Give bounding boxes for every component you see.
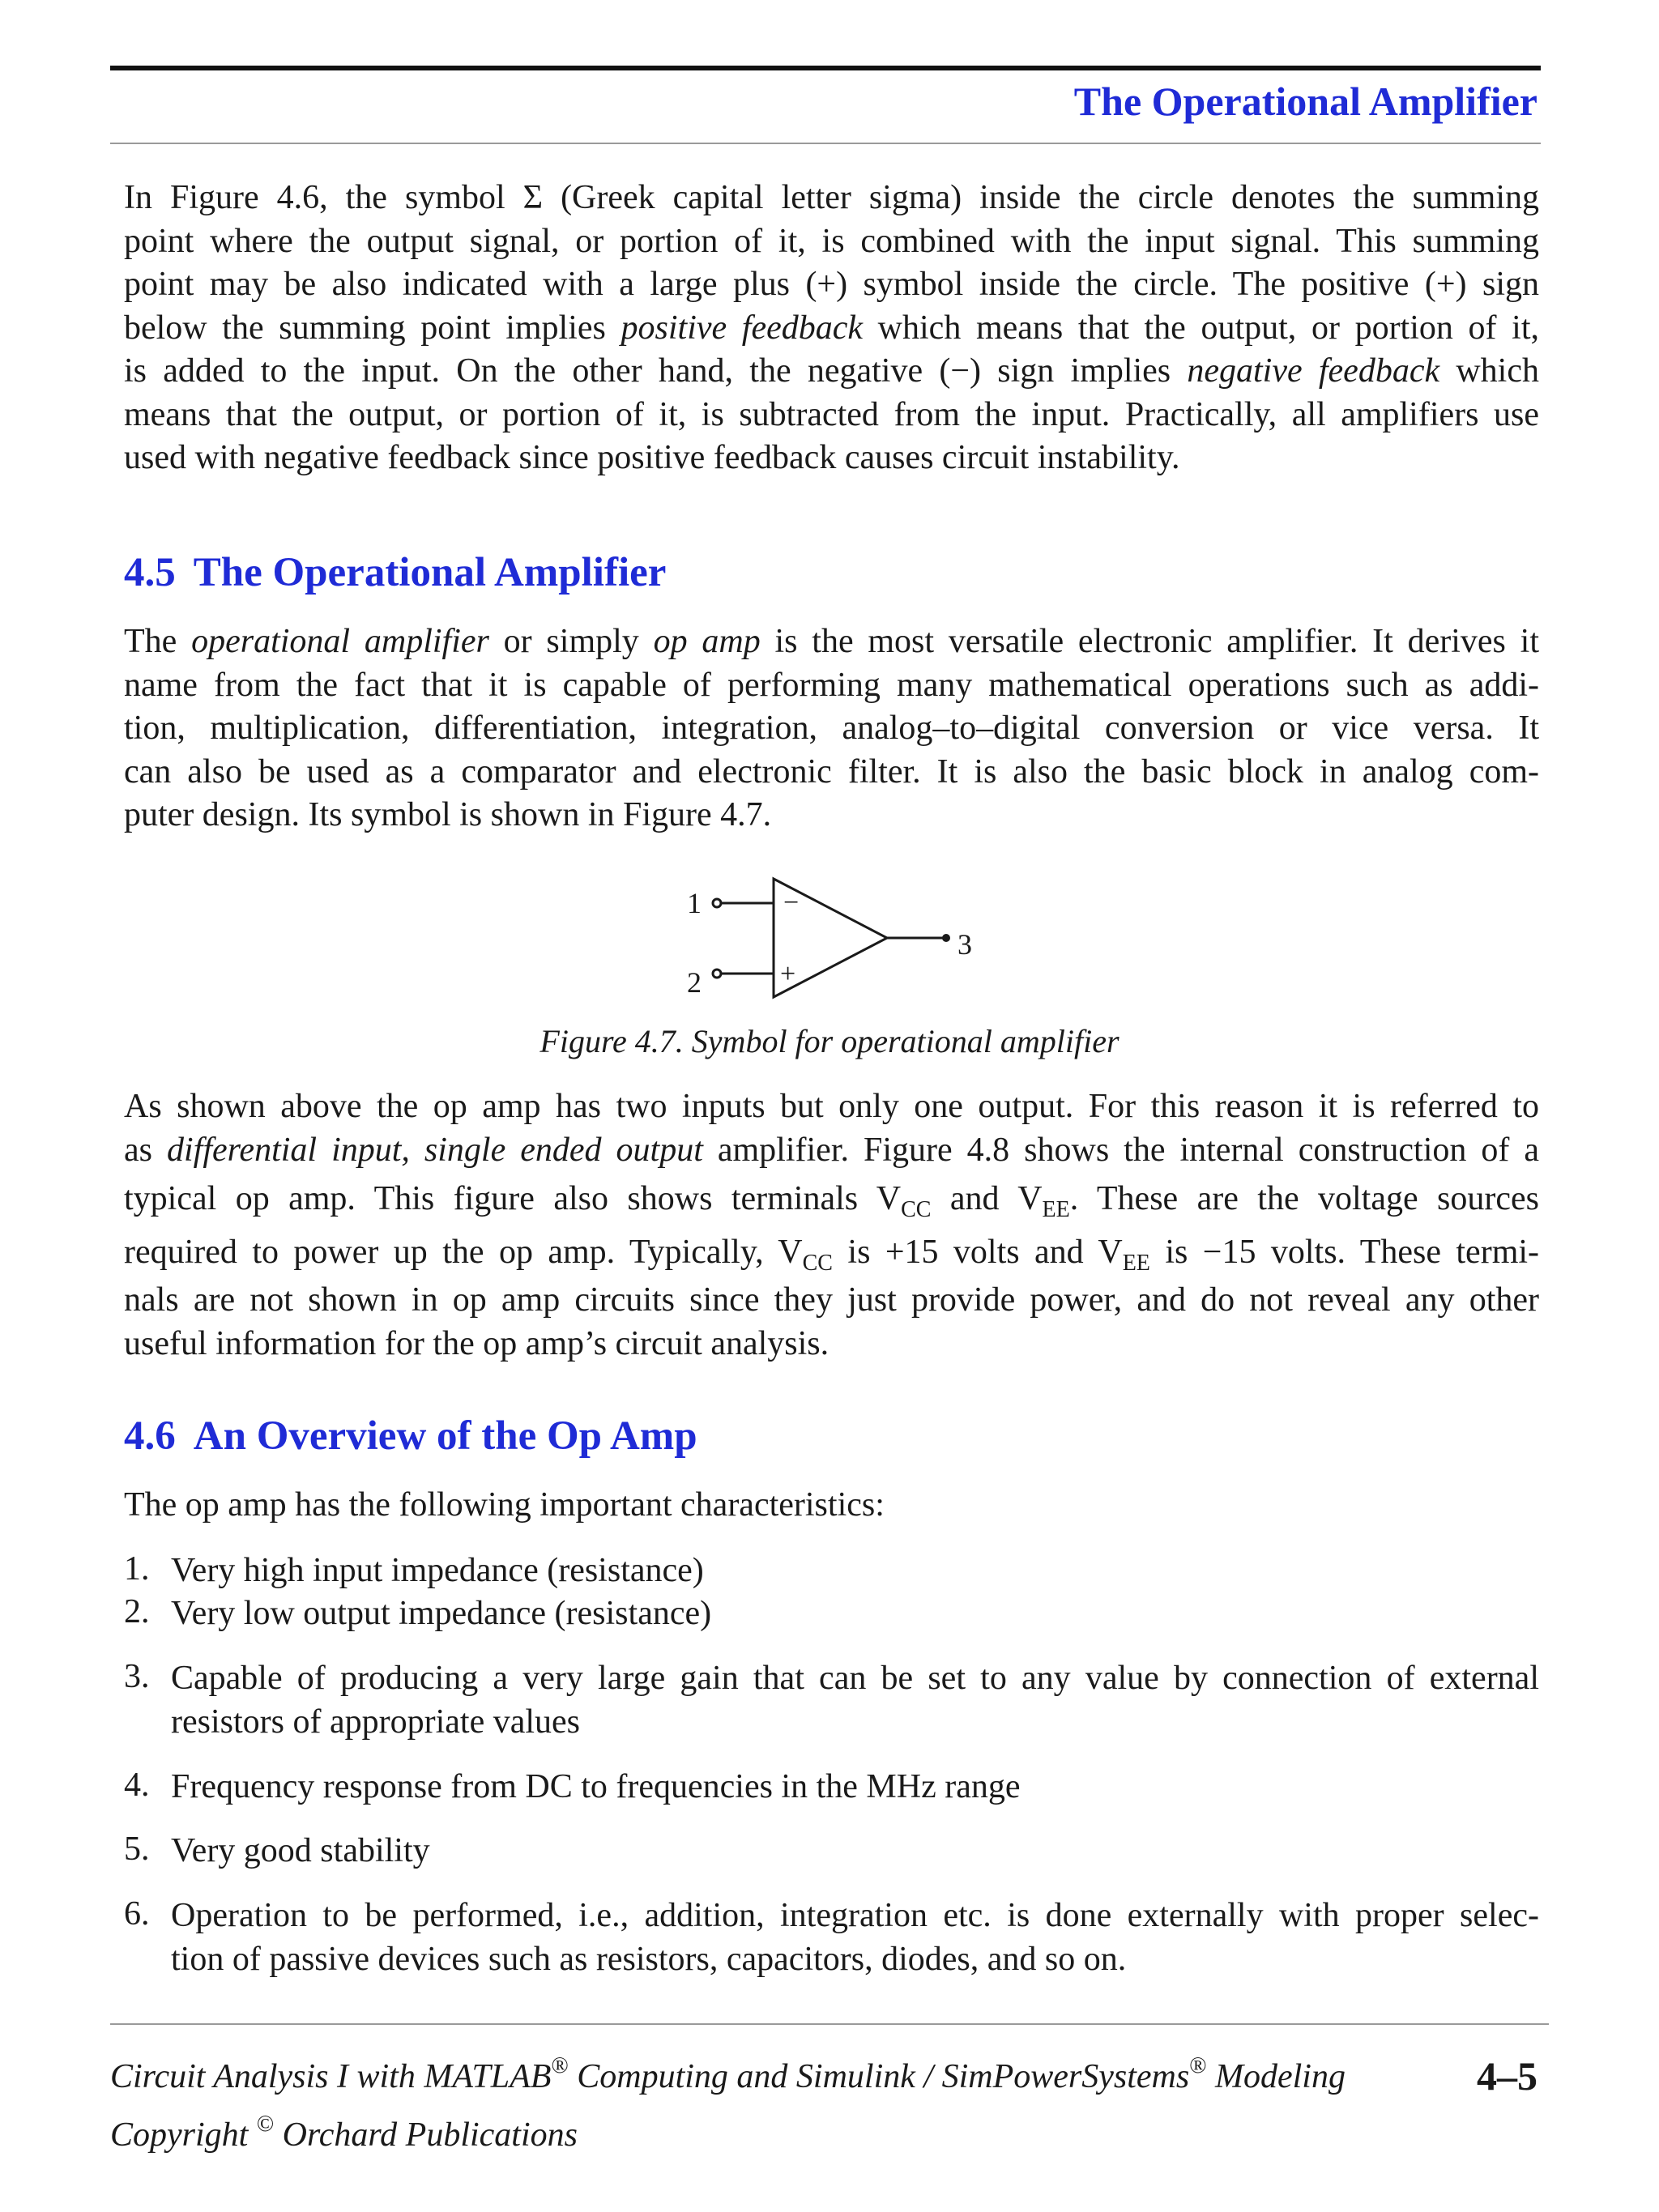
list-item-number: 1. xyxy=(124,1550,150,1588)
list-item-text: Very high input impedance (resistance) xyxy=(171,1552,704,1589)
text-line: used with negative feedback since positive feedback causes circuit instability. xyxy=(124,439,1180,476)
vcc-symbol: $V_{CC}$ xyxy=(778,1234,833,1276)
text-line: The operational amplifier or simply op amp is the most versatile electronic amplifier. It derives it xyxy=(124,623,1539,660)
text-line: puter design. Its symbol is shown in Figure 4.7. xyxy=(124,796,772,833)
inverting-input-sign: − xyxy=(783,888,800,918)
list-item xyxy=(124,1830,1539,1873)
registered-mark: ® xyxy=(551,2053,569,2078)
op-amp-symbol-figure xyxy=(648,871,1021,1008)
header-top-rule xyxy=(110,66,1541,70)
list-item xyxy=(124,1894,1539,1981)
paragraph-summing-point xyxy=(124,177,1539,480)
emphasis-op-amp: op amp xyxy=(653,623,761,660)
text-line: tion, multiplication, differentiation, integration, analog–to–digital conversion or vice versa. It xyxy=(124,710,1539,747)
terminal-2-node xyxy=(713,970,721,978)
terminal-1-label: 1 xyxy=(687,887,702,919)
list-item-number: 2. xyxy=(124,1593,150,1630)
emphasis-positive-feedback: positive feedback xyxy=(621,309,864,347)
list-item xyxy=(124,1592,1539,1636)
paragraph-differential-input xyxy=(124,1085,1539,1366)
terminal-2-label: 2 xyxy=(687,966,702,999)
emphasis-negative-feedback: negative feedback xyxy=(1187,352,1440,390)
terminal-3-node xyxy=(942,934,950,942)
list-item-number: 5. xyxy=(124,1831,150,1868)
text-line: As shown above the op amp has two inputs but only one output. For this reason it is referred to xyxy=(124,1088,1539,1125)
text-line: is added to the input. On the other hand, the negative (−) sign implies negative feedback which xyxy=(124,352,1539,390)
text-line: typical op amp. This figure also shows terminals $V_{CC}$ and $V_{EE}$. These are the voltage sources xyxy=(124,1180,1539,1222)
text-line: nals are not shown in op amp circuits since they just provide power, and do not reveal any other xyxy=(124,1281,1539,1319)
list-item xyxy=(124,1657,1539,1744)
list-item-text: Very low output impedance (resistance) xyxy=(171,1595,712,1632)
list-item xyxy=(124,1766,1539,1809)
section-number: 4.5 xyxy=(124,550,176,595)
header-bottom-rule xyxy=(110,143,1541,144)
copyright-mark: © xyxy=(256,2112,275,2137)
section-number: 4.6 xyxy=(124,1413,176,1459)
list-item-text: Very good stability xyxy=(171,1832,430,1869)
vee-symbol: $V_{EE}$ xyxy=(1017,1180,1070,1222)
footer-rule xyxy=(110,2023,1549,2025)
list-item-text: Operation to be performed, i.e., addition, integration etc. is done externally with proper selec- xyxy=(171,1897,1539,1934)
terminal-1-node xyxy=(713,899,721,907)
terminal-3-label: 3 xyxy=(957,928,972,961)
text-line: below the summing point implies positive feedback which means that the output, or portion of it, xyxy=(124,309,1539,347)
section-title: An Overview of the Op Amp xyxy=(193,1413,697,1459)
text-line: The op amp has the following important characteristics: xyxy=(124,1486,885,1524)
list-item-number: 3. xyxy=(124,1658,150,1695)
figure-caption: Figure 4.7. Symbol for operational amplifier xyxy=(539,1023,1120,1059)
section-title: The Operational Amplifier xyxy=(193,550,667,595)
list-item-text: Capable of producing a very large gain that can be set to any value by connection of external xyxy=(171,1660,1539,1697)
text-line: can also be used as a comparator and electronic filter. It is also the basic block in analog com- xyxy=(124,752,1539,791)
list-item-number: 6. xyxy=(124,1895,150,1933)
text-line: means that the output, or portion of it, is subtracted from the input. Practically, all amplifiers use xyxy=(124,395,1539,433)
emphasis-differential-input: differential input, single ended output xyxy=(167,1131,703,1169)
list-item-number: 4. xyxy=(124,1767,150,1804)
text-line: point may be also indicated with a large plus (+) symbol inside the circle. The positive (+) sign xyxy=(124,266,1539,303)
running-header-title: The Operational Amplifier xyxy=(1073,79,1537,124)
footer-copyright: Copyright © Orchard Publications xyxy=(110,2112,578,2154)
section-heading-4-5 xyxy=(124,549,666,596)
section-heading-4-6 xyxy=(124,1413,697,1460)
list-item-text: tion of passive devices such as resistors, capacitors, diodes, and so on. xyxy=(171,1940,1127,1978)
text-line: required to power up the op amp. Typically, $V_{CC}$ is +15 volts and $V_{EE}$ is −15 volts. These termi- xyxy=(124,1234,1540,1276)
vee-symbol: $V_{EE}$ xyxy=(1098,1234,1150,1276)
text-line: name from the fact that it is capable of performing many mathematical operations such as addi- xyxy=(124,666,1539,704)
vcc-symbol: $V_{CC}$ xyxy=(876,1180,932,1222)
text-line: In Figure 4.6, the symbol Σ (Greek capital letter sigma) inside the circle denotes the summing xyxy=(124,179,1539,216)
paragraph-op-amp-intro xyxy=(124,620,1539,837)
paragraph-characteristics-intro xyxy=(124,1484,1539,1528)
list-item-text: resistors of appropriate values xyxy=(171,1703,581,1741)
page-number: 4–5 xyxy=(1477,2053,1537,2099)
list-item-text: Frequency response from DC to frequencies in the MHz range xyxy=(171,1768,1021,1805)
text-line: point where the output signal, or portion of it, is combined with the input signal. This summing xyxy=(124,222,1539,260)
registered-mark: ® xyxy=(1189,2053,1207,2078)
emphasis-operational-amplifier: operational amplifier xyxy=(191,623,489,660)
text-line: useful information for the op amp’s circuit analysis. xyxy=(124,1324,830,1362)
list-item xyxy=(124,1549,1539,1593)
footer-book-title: Circuit Analysis I with MATLAB® Computing and Simulink / SimPowerSystems® Modeling xyxy=(110,2053,1346,2095)
text-line: as differential input, single ended output amplifier. Figure 4.8 shows the internal construction of a xyxy=(124,1131,1539,1169)
noninverting-input-sign: + xyxy=(780,959,796,989)
